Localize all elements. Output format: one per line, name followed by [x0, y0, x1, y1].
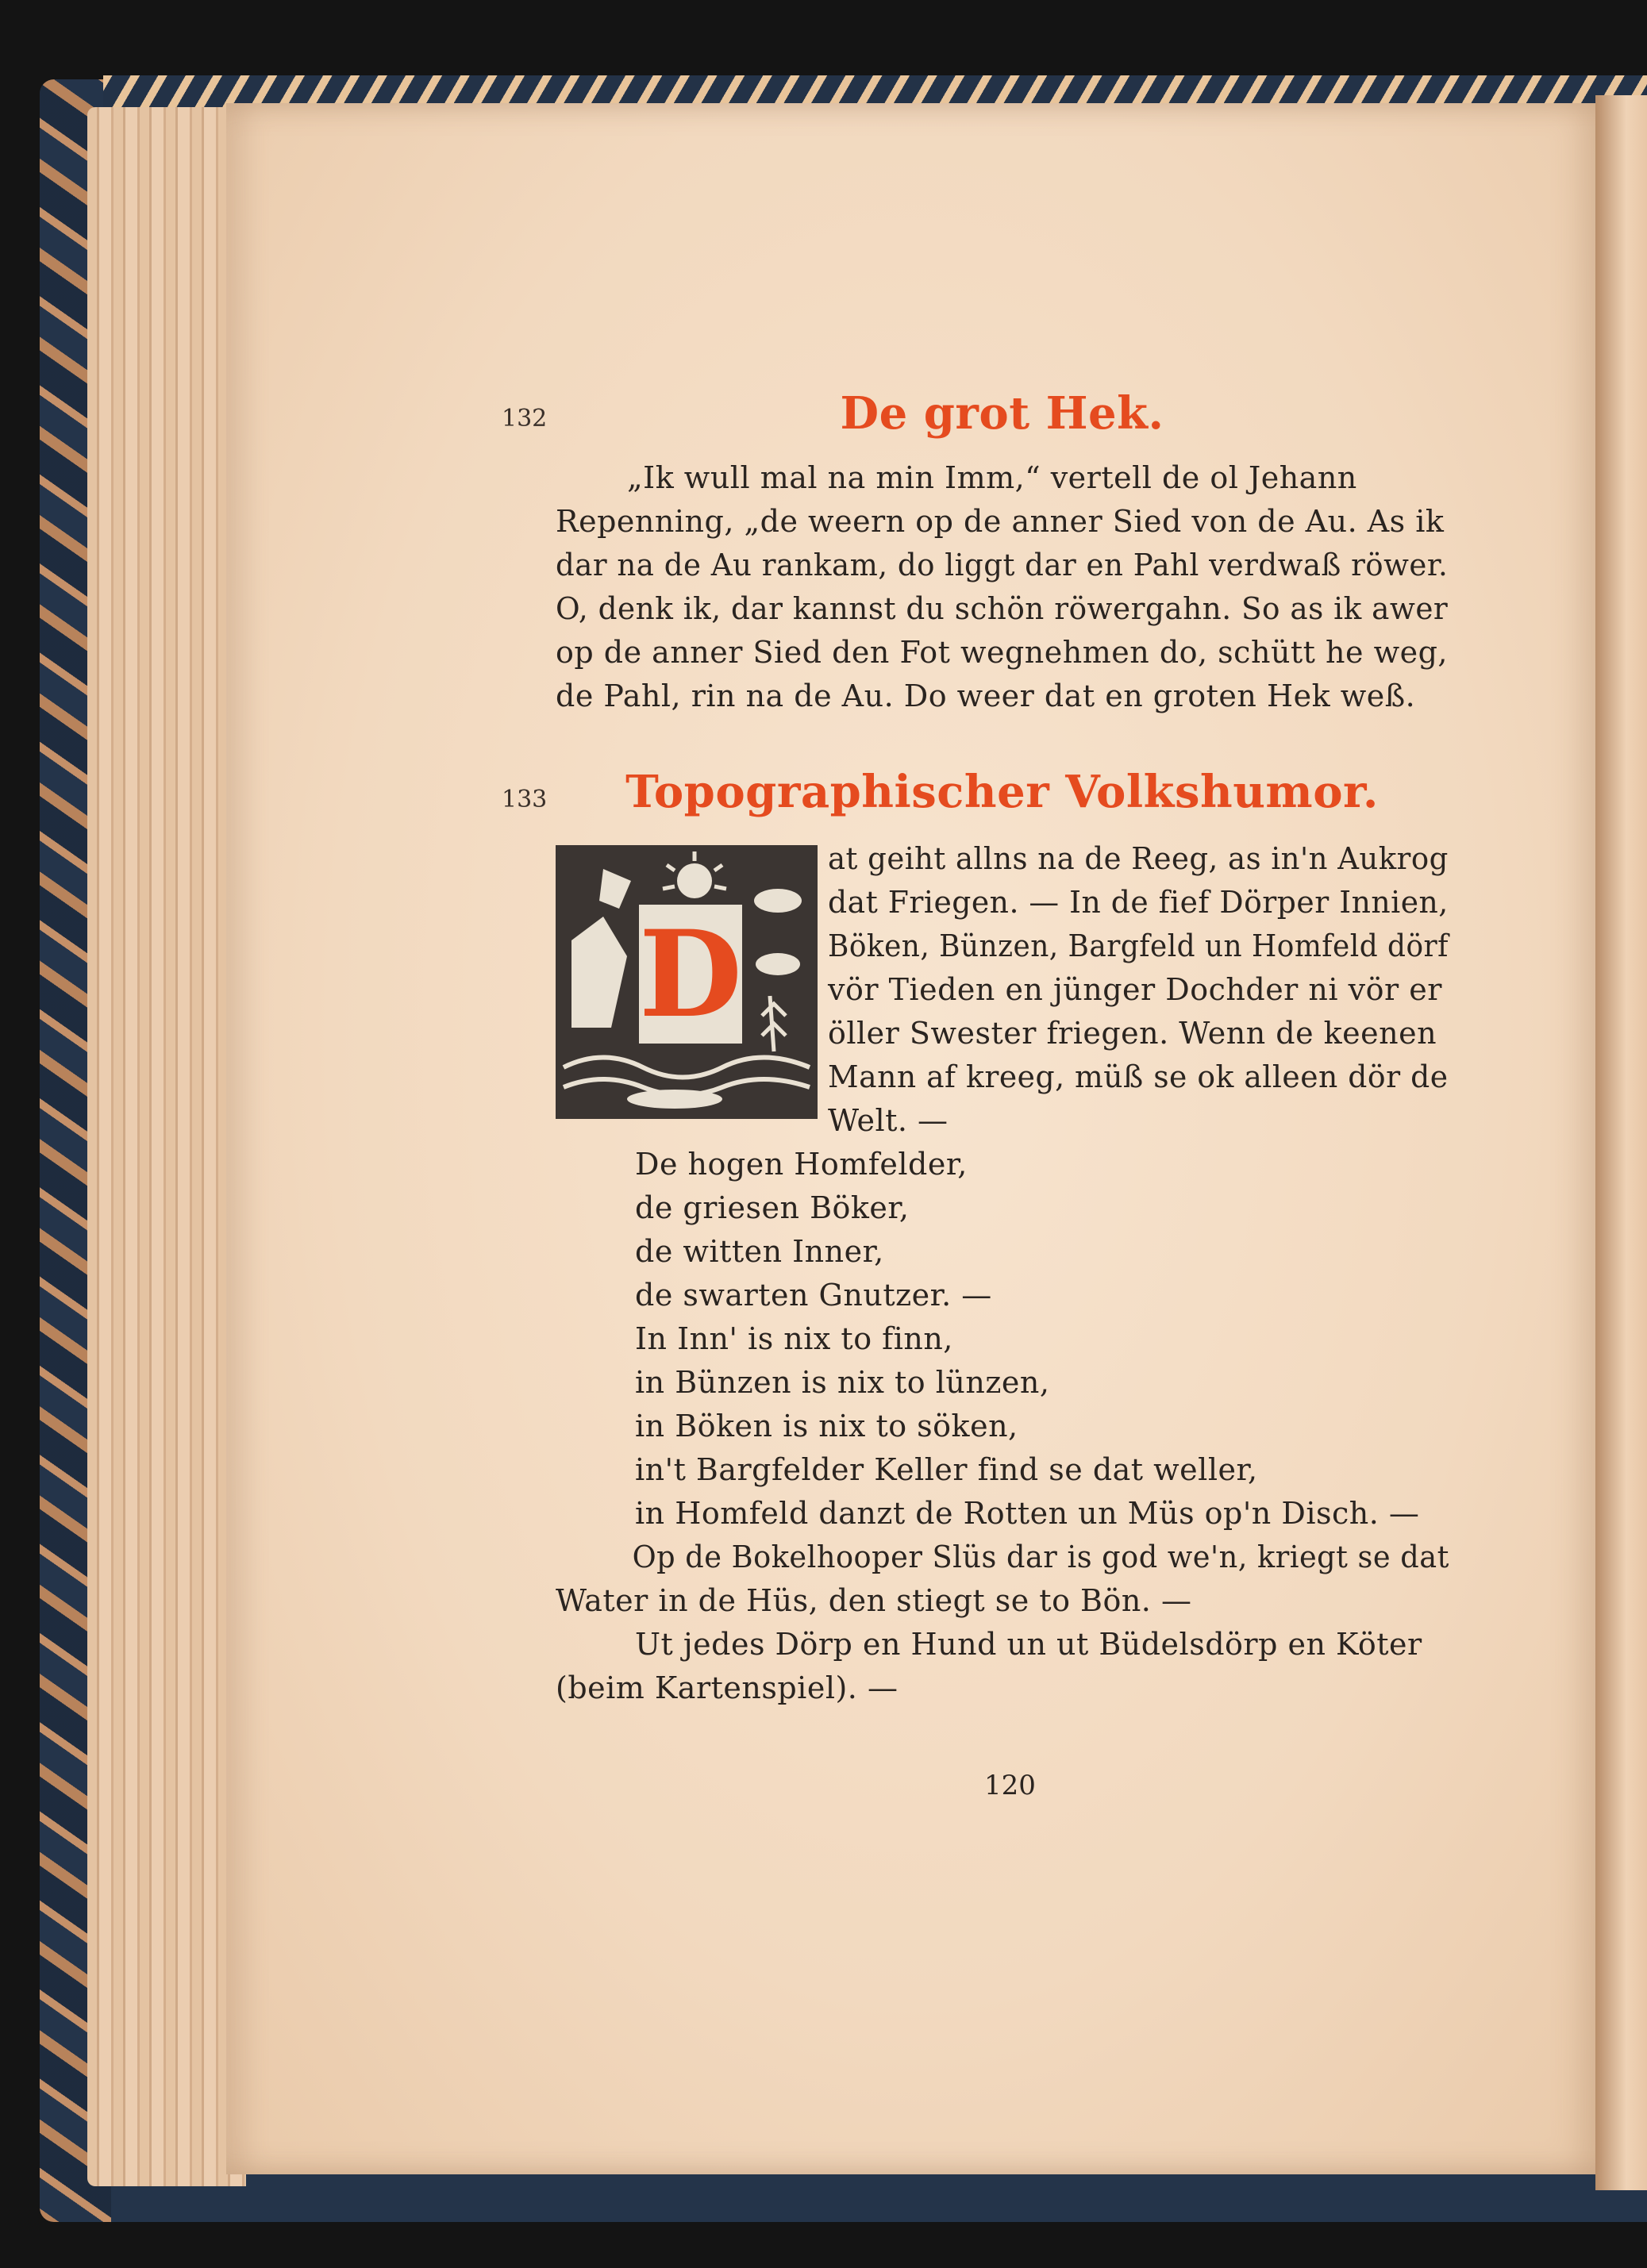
- text-line: O, denk ik, dar kannst du schön röwergahn. So as ik awer: [556, 591, 1449, 626]
- verse-line: de griesen Böker,: [635, 1190, 910, 1225]
- page-edges: [87, 107, 246, 2186]
- page-number: 120: [984, 1770, 1036, 1801]
- text-line: „Ik wull mal na min Imm,“ vertell de ol Jehann: [627, 460, 1357, 495]
- verse-line: de swarten Gnutzer. —: [635, 1278, 992, 1313]
- text-line: Welt. —: [828, 1103, 949, 1138]
- text-line: dat Friegen. — In de fief Dörper Innien,: [828, 885, 1449, 920]
- verse-line: in Böken is nix to söken,: [635, 1409, 1018, 1443]
- verse-line: De hogen Homfelder,: [635, 1147, 968, 1182]
- verse-line: in Bünzen is nix to lünzen,: [635, 1365, 1050, 1400]
- section-number: 132: [502, 405, 548, 432]
- verse-block: [635, 1143, 1449, 1536]
- text-line: (beim Kartenspiel). —: [556, 1670, 899, 1705]
- section-title: Topographischer Volkshumor.: [625, 766, 1379, 818]
- text-line: öller Swester friegen. Wenn de keenen: [828, 1016, 1437, 1051]
- section-body: [556, 456, 1449, 718]
- drop-cap-letter: D: [638, 904, 743, 1044]
- text-line: Böken, Bünzen, Bargfeld un Homfeld dörf: [828, 928, 1449, 963]
- text-line: Mann af kreeg, müß se ok alleen dör de: [828, 1059, 1449, 1094]
- text-line: Water in de Hüs, den stiegt se to Bön. —: [556, 1583, 1192, 1618]
- text-beside-initial: [828, 837, 1449, 1143]
- text-line: Op de Bokelhooper Slüs dar is god we'n, kriegt se dat: [632, 1540, 1449, 1574]
- section-title: De grot Hek.: [840, 387, 1164, 440]
- text-line: op de anner Sied den Fot wegnehmen do, schütt he weg,: [556, 635, 1448, 670]
- text-line: at geiht allns na de Reeg, as in'n Aukrog: [828, 841, 1449, 876]
- book-gutter: [1595, 95, 1647, 2190]
- verse-line: In Inn' is nix to finn,: [635, 1321, 953, 1356]
- text-line: Ut jedes Dörp en Hund un ut Büdelsdörp en Köter: [635, 1627, 1422, 1662]
- text-line: vör Tieden en jünger Dochder ni vör er: [828, 972, 1442, 1007]
- text-line: dar na de Au rankam, do liggt dar en Pahl verdwaß röwer.: [556, 548, 1449, 582]
- section-number: 133: [502, 786, 548, 813]
- verse-line: in Homfeld danzt de Rotten un Müs op'n Disch. —: [635, 1496, 1420, 1531]
- verse-line: in't Bargfelder Keller find se dat weller,: [635, 1452, 1258, 1487]
- closing-paragraphs: [556, 1536, 1449, 1710]
- verse-line: de witten Inner,: [635, 1234, 884, 1269]
- text-line: de Pahl, rin na de Au. Do weer dat en groten Hek weß.: [556, 678, 1416, 713]
- text-line: Repenning, „de weern op de anner Sied von de Au. As ik: [556, 504, 1445, 539]
